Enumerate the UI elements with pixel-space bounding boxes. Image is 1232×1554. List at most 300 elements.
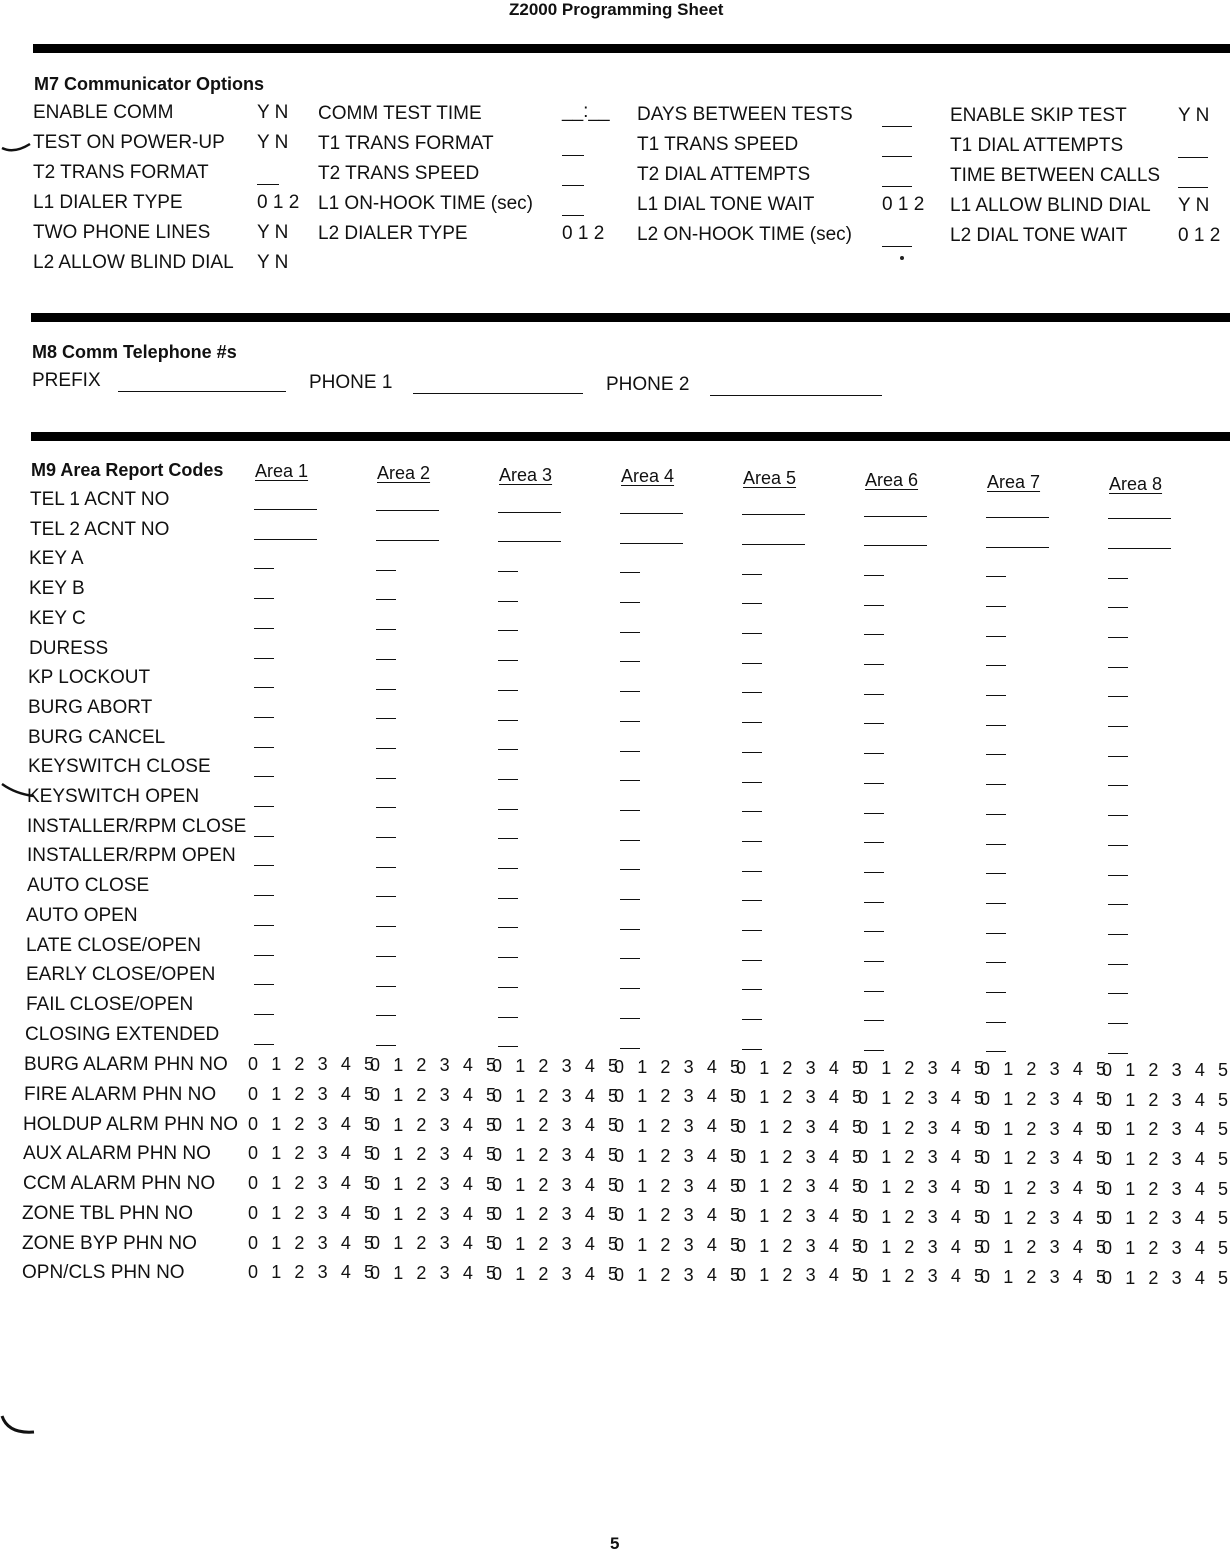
report-code-field[interactable] [986,844,1006,845]
prefix-field[interactable] [118,391,286,392]
phone-number-options[interactable]: 0 1 2 3 4 5 [370,1233,501,1254]
report-code-label: EARLY CLOSE/OPEN [26,964,216,986]
area-header: Area 1 [255,461,309,481]
report-code-field[interactable] [498,690,518,691]
report-code-field[interactable] [742,782,762,783]
report-code-field[interactable] [376,956,396,957]
report-code-field[interactable] [986,606,1006,607]
report-code-field[interactable] [864,634,884,635]
m7-option-label: T1 DIAL ATTEMPTS [950,135,1124,156]
report-code-field[interactable] [1108,1053,1128,1054]
report-code-label: LATE CLOSE/OPEN [26,934,201,956]
phone-number-options[interactable]: 0 1 2 3 4 5 [980,1088,1111,1109]
stray-dot [900,256,904,260]
report-code-field[interactable] [742,692,762,693]
phone1-field[interactable] [413,393,583,394]
phone-number-options[interactable]: 0 1 2 3 4 5 [614,1175,745,1196]
phone-number-options[interactable]: 0 1 2 3 4 5 [858,1058,989,1079]
phone-number-options[interactable]: 0 1 2 3 4 5 [858,1266,989,1287]
report-code-field[interactable] [1108,815,1128,816]
phone-select-label: BURG ALARM PHN NO [24,1054,228,1076]
report-code-label: BURG CANCEL [28,726,166,748]
phone-select-label: AUX ALARM PHN NO [23,1143,211,1165]
phone-number-options[interactable]: 0 1 2 3 4 5 [736,1265,867,1286]
report-code-field[interactable] [1108,934,1128,935]
account-number-field[interactable] [864,545,927,546]
phone-number-options[interactable]: 0 1 2 3 4 5 [614,1234,745,1255]
report-code-field[interactable] [742,752,762,753]
report-code-field[interactable] [254,1044,274,1045]
report-code-field[interactable] [498,779,518,780]
phone-number-options[interactable]: 0 1 2 3 4 5 [614,1056,745,1077]
report-code-field[interactable] [376,718,396,719]
report-code-field[interactable] [376,867,396,868]
account-number-field[interactable] [376,510,439,511]
report-code-field[interactable] [864,605,884,606]
phone-number-options[interactable]: 0 1 2 3 4 5 [1102,1119,1232,1140]
phone-number-options[interactable]: 0 1 2 3 4 5 [492,1234,623,1255]
phone-number-options[interactable]: 0 1 2 3 4 5 [248,1202,379,1223]
report-code-field[interactable] [1108,1023,1128,1024]
phone-number-options[interactable]: 0 1 2 3 4 5 [1102,1238,1232,1259]
report-code-field[interactable] [742,574,762,575]
phone-number-options[interactable]: 0 1 2 3 4 5 [858,1236,989,1257]
report-code-field[interactable] [498,987,518,988]
area-header: Area 2 [377,462,431,483]
report-code-field[interactable] [742,841,762,842]
m7-option-field[interactable] [1178,187,1208,188]
report-code-field[interactable] [620,1018,640,1019]
account-number-field[interactable] [1108,548,1171,549]
stray-mark-2 [0,780,40,802]
phone-number-options[interactable]: 0 1 2 3 4 5 [980,1237,1111,1258]
report-code-label: INSTALLER/RPM CLOSE [27,815,247,837]
account-number-field[interactable] [498,512,561,513]
phone-number-options[interactable]: 0 1 2 3 4 5 [370,1144,501,1165]
report-code-field[interactable] [620,840,640,841]
section-divider-m7 [33,44,1230,53]
phone-number-options[interactable]: 0 1 2 3 4 5 [980,1118,1111,1139]
report-code-field[interactable] [254,1014,274,1015]
phone-number-options[interactable]: 0 1 2 3 4 5 [1102,1178,1232,1199]
m7-option-choices[interactable]: 0 1 2 [1178,225,1221,246]
m7-option-label: T2 DIAL ATTEMPTS [637,164,811,185]
report-code-field[interactable] [254,568,274,569]
report-code-field[interactable] [620,602,640,603]
report-code-field[interactable] [498,720,518,721]
report-code-field[interactable] [986,903,1006,904]
report-code-field[interactable] [986,695,1006,696]
report-code-field[interactable] [620,691,640,692]
phone-number-options[interactable]: 0 1 2 3 4 5 [858,1147,989,1168]
m7-option-field[interactable] [882,246,912,247]
account-number-field[interactable] [376,540,439,541]
m7-option-choices[interactable]: Y N [1178,105,1210,126]
report-code-field[interactable] [1108,578,1128,579]
account-number-field[interactable] [864,516,927,517]
prefix-label: PREFIX [32,370,101,391]
report-code-field[interactable] [254,836,274,837]
report-code-field[interactable] [986,992,1006,993]
report-code-field[interactable] [986,576,1006,577]
phone-number-options[interactable]: 0 1 2 3 4 5 [370,1055,501,1076]
report-code-field[interactable] [864,961,884,962]
m7-option-choices[interactable]: Y N [257,102,289,123]
report-code-field[interactable] [376,629,396,630]
report-code-field[interactable] [620,572,640,573]
phone-number-options[interactable]: 0 1 2 3 4 5 [248,1173,379,1194]
report-code-field[interactable] [1108,904,1128,905]
phone-number-options[interactable]: 0 1 2 3 4 5 [248,1232,379,1253]
phone-number-options[interactable]: 0 1 2 3 4 5 [492,1115,623,1136]
report-code-field[interactable] [742,1019,762,1020]
m7-option-label: L1 ALLOW BLIND DIAL [950,195,1151,216]
m7-option-label: T2 TRANS SPEED [318,163,480,184]
m7-option-choices[interactable]: 0 1 2 [882,194,925,215]
phone-number-options[interactable]: 0 1 2 3 4 5 [492,1145,623,1165]
phone-number-options[interactable]: 0 1 2 3 4 5 [614,1264,745,1285]
phone-number-options[interactable]: 0 1 2 3 4 5 [370,1263,501,1283]
phone-number-options[interactable]: 0 1 2 3 4 5 [248,1054,379,1075]
report-code-field[interactable] [498,749,518,750]
report-code-field[interactable] [864,664,884,665]
phone-number-options[interactable]: 0 1 2 3 4 5 [1102,1059,1232,1080]
page-number: 5 [610,1534,620,1553]
m7-option-label: TEST ON POWER-UP [33,132,225,153]
report-code-field[interactable] [986,725,1006,726]
phone-number-options[interactable]: 0 1 2 3 4 5 [248,1143,379,1164]
area-header: Area 5 [743,468,797,489]
report-code-field[interactable] [1108,875,1128,876]
m7-option-label: T2 TRANS FORMAT [33,162,209,183]
phone-number-options[interactable]: 0 1 2 3 4 5 [1102,1089,1232,1110]
report-code-label: KEYSWITCH OPEN [27,786,200,807]
report-code-field[interactable] [376,926,396,927]
report-code-field[interactable] [864,991,884,992]
report-code-field[interactable] [498,838,518,839]
report-code-field[interactable] [1108,785,1128,786]
phone2-label: PHONE 2 [606,374,690,395]
m7-option-field[interactable] [882,186,912,187]
account-row-label: TEL 1 ACNT NO [30,489,170,510]
report-code-label: AUTO CLOSE [27,875,150,897]
report-code-field[interactable] [254,925,274,926]
phone-number-options[interactable]: 0 1 2 3 4 5 [736,1116,867,1137]
report-code-field[interactable] [620,661,640,662]
report-code-field[interactable] [1108,845,1128,846]
report-code-field[interactable] [864,783,884,784]
phone-number-options[interactable]: 0 1 2 3 4 5 [736,1087,867,1108]
phone-number-options[interactable]: 0 1 2 3 4 5 [614,1086,745,1107]
report-code-field[interactable] [620,780,640,781]
report-code-label: KEY A [29,548,84,570]
m7-option-field[interactable] [882,126,912,127]
m7-option-label: ENABLE SKIP TEST [950,105,1127,126]
report-code-field[interactable] [376,599,396,600]
report-code-field[interactable] [1108,607,1128,608]
report-code-field[interactable] [254,598,274,599]
phone-number-options[interactable]: 0 1 2 3 4 5 [614,1205,745,1226]
report-code-field[interactable] [864,872,884,873]
report-code-field[interactable] [376,748,396,749]
report-code-field[interactable] [376,807,396,808]
phone-select-label: HOLDUP ALRM PHN NO [23,1113,239,1135]
report-code-field[interactable] [498,809,518,810]
phone-number-options[interactable]: 0 1 2 3 4 5 [980,1177,1111,1198]
phone-select-label: ZONE TBL PHN NO [22,1202,194,1224]
report-code-field[interactable] [620,899,640,900]
m7-option-choices[interactable]: Y N [257,222,289,243]
account-number-field[interactable] [986,517,1049,518]
report-code-field[interactable] [1108,667,1128,668]
report-code-field[interactable] [742,663,762,664]
m9-heading: M9 Area Report Codes [31,460,224,480]
phone-number-options[interactable]: 0 1 2 3 4 5 [858,1088,989,1108]
m7-option-choices[interactable]: 0 1 2 [562,223,605,244]
report-code-field[interactable] [620,988,640,989]
report-code-field[interactable] [376,778,396,779]
phone-number-options[interactable]: 0 1 2 3 4 5 [736,1206,867,1226]
report-code-field[interactable] [376,1015,396,1016]
account-number-field[interactable] [742,544,805,545]
phone-number-options[interactable]: 0 1 2 3 4 5 [248,1262,379,1283]
report-code-label: CLOSING EXTENDED [25,1023,220,1045]
phone-number-options[interactable]: 0 1 2 3 4 5 [492,1204,623,1225]
report-code-field[interactable] [376,570,396,571]
phone-number-options[interactable]: 0 1 2 3 4 5 [980,1207,1111,1228]
report-code-field[interactable] [498,868,518,869]
report-code-field[interactable] [864,931,884,932]
phone-number-options[interactable]: 0 1 2 3 4 5 [370,1203,501,1224]
page-title: Z2000 Programming Sheet [509,0,724,19]
report-code-field[interactable] [742,633,762,634]
m7-option-field[interactable] [882,156,912,157]
report-code-field[interactable] [620,751,640,752]
m7-option-field[interactable] [1178,157,1208,158]
report-code-field[interactable] [1108,637,1128,638]
report-code-field[interactable] [376,1045,396,1046]
phone-number-options[interactable]: 0 1 2 3 4 5 [736,1235,867,1256]
phone-number-options[interactable]: 0 1 2 3 4 5 [492,1055,623,1076]
report-code-label: DURESS [29,637,109,659]
report-code-field[interactable] [742,989,762,990]
phone-number-options[interactable]: 0 1 2 3 4 5 [370,1114,501,1135]
phone2-field[interactable] [710,395,882,396]
report-code-field[interactable] [498,1017,518,1018]
report-code-field[interactable] [742,900,762,901]
report-code-field[interactable] [620,721,640,722]
account-number-field[interactable] [1108,518,1171,519]
report-code-field[interactable] [254,984,274,985]
report-code-field[interactable] [254,806,274,807]
phone-number-options[interactable]: 0 1 2 3 4 5 [980,1059,1111,1080]
report-code-field[interactable] [864,902,884,903]
phone-number-options[interactable]: 0 1 2 3 4 5 [492,1085,623,1106]
report-code-field[interactable] [864,1050,884,1051]
stray-mark-3 [0,1412,42,1438]
area-header: Area 7 [987,471,1041,492]
report-code-field[interactable] [498,1046,518,1047]
report-code-field[interactable] [254,628,274,629]
report-code-field[interactable] [498,630,518,631]
phone-select-label: ZONE BYP PHN NO [22,1232,197,1254]
report-code-field[interactable] [986,962,1006,963]
report-code-field[interactable] [376,689,396,690]
phone-number-options[interactable]: 0 1 2 3 4 5 [980,1267,1111,1287]
phone-number-options[interactable]: 0 1 2 3 4 5 [614,1145,745,1166]
phone-number-options[interactable]: 0 1 2 3 4 5 [736,1057,867,1078]
report-code-field[interactable] [1108,726,1128,727]
report-code-field[interactable] [742,603,762,604]
phone-number-options[interactable]: 0 1 2 3 4 5 [736,1176,867,1197]
account-number-field[interactable] [986,547,1049,548]
report-code-field[interactable] [742,722,762,723]
report-code-label: AUTO OPEN [26,904,138,926]
report-code-field[interactable] [864,753,884,754]
m7-option-label: T1 TRANS SPEED [637,134,799,155]
report-code-field[interactable] [254,658,274,659]
report-code-field[interactable] [986,814,1006,815]
report-code-field[interactable] [620,632,640,633]
report-code-field[interactable] [742,960,762,961]
phone-number-options[interactable]: 0 1 2 3 4 5 [492,1174,623,1195]
area-header: Area 8 [1109,473,1163,494]
report-code-field[interactable] [986,873,1006,874]
report-code-field[interactable] [864,813,884,814]
m7-option-label: L2 DIALER TYPE [318,223,468,244]
report-code-field[interactable] [1108,964,1128,965]
report-code-field[interactable] [620,1048,640,1049]
phone-number-options[interactable]: 0 1 2 3 4 5 [980,1148,1111,1169]
report-code-field[interactable] [864,694,884,695]
account-number-field[interactable] [254,509,317,510]
report-code-field[interactable] [254,776,274,777]
phone-number-options[interactable]: 0 1 2 3 4 5 [614,1116,745,1137]
m7-option-choices[interactable]: Y N [1178,195,1210,216]
report-code-field[interactable] [986,1022,1006,1023]
report-code-field[interactable] [376,896,396,897]
report-code-field[interactable] [620,958,640,959]
report-code-field[interactable] [742,1049,762,1050]
report-code-field[interactable] [498,927,518,928]
report-code-field[interactable] [376,837,396,838]
report-code-field[interactable] [254,747,274,748]
account-row-label: TEL 2 ACNT NO [30,518,170,540]
report-code-field[interactable] [254,895,274,896]
report-code-field[interactable] [498,571,518,572]
account-number-field[interactable] [254,539,317,540]
m7-option-label: ENABLE COMM [33,102,174,123]
report-code-field[interactable] [1108,993,1128,994]
section-divider-m9 [31,432,1230,441]
m7-option-field[interactable] [562,155,584,156]
report-code-field[interactable] [986,1051,1006,1052]
report-code-field[interactable] [254,865,274,866]
m7-option-choices[interactable]: Y N [257,132,289,153]
report-code-field[interactable] [742,871,762,872]
m7-option-label: COMM TEST TIME [318,103,482,124]
phone-number-options[interactable]: 0 1 2 3 4 5 [1102,1208,1232,1229]
phone-number-options[interactable]: 0 1 2 3 4 5 [1102,1149,1232,1169]
report-code-field[interactable] [864,1020,884,1021]
account-number-field[interactable] [742,514,805,515]
report-code-field[interactable] [986,636,1006,637]
report-code-field[interactable] [986,665,1006,666]
report-code-field[interactable] [498,957,518,958]
phone-select-label: CCM ALARM PHN NO [23,1173,216,1195]
phone-select-label: FIRE ALARM PHN NO [24,1084,217,1105]
report-code-field[interactable] [620,929,640,930]
phone1-label: PHONE 1 [309,372,393,393]
report-code-field[interactable] [986,754,1006,755]
report-code-field[interactable] [498,898,518,899]
phone-select-label: OPN/CLS PHN NO [22,1262,185,1284]
report-code-field[interactable] [986,933,1006,934]
m7-option-label: T1 TRANS FORMAT [318,133,494,154]
account-number-field[interactable] [620,543,683,544]
account-number-field[interactable] [620,513,683,514]
report-code-field[interactable] [620,869,640,870]
m7-option-choices[interactable]: 0 1 2 [257,192,300,213]
phone-number-options[interactable]: 0 1 2 3 4 5 [1102,1267,1232,1288]
phone-number-options[interactable]: 0 1 2 3 4 5 [370,1084,501,1105]
report-code-label: INSTALLER/RPM OPEN [27,845,236,867]
m7-option-label: TWO PHONE LINES [33,222,211,243]
phone-number-options[interactable]: 0 1 2 3 4 5 [858,1206,989,1227]
report-code-label: FAIL CLOSE/OPEN [26,993,194,1015]
phone-number-options[interactable]: 0 1 2 3 4 5 [858,1177,989,1198]
phone-number-options[interactable]: 0 1 2 3 4 5 [736,1146,867,1167]
report-code-field[interactable] [864,575,884,576]
report-code-field[interactable] [254,687,274,688]
phone-number-options[interactable]: 0 1 2 3 4 5 [858,1117,989,1138]
report-code-label: KP LOCKOUT [28,667,151,689]
report-code-field[interactable] [254,717,274,718]
report-code-label: KEY C [29,607,86,629]
report-code-label: KEYSWITCH CLOSE [28,756,211,778]
m7-option-choices[interactable]: Y N [257,252,289,273]
report-code-field[interactable] [498,601,518,602]
m7-option-label: L1 DIAL TONE WAIT [637,194,815,215]
m7-option-time-field[interactable]: __:__ [562,101,610,122]
report-code-field[interactable] [498,660,518,661]
report-code-field[interactable] [1108,756,1128,757]
phone-number-options[interactable]: 0 1 2 3 4 5 [370,1173,501,1194]
m7-option-label: L2 ON-HOOK TIME (sec) [637,224,853,245]
m7-option-field[interactable] [562,185,584,186]
area-header: Area 3 [499,464,553,485]
report-code-field[interactable] [742,811,762,812]
m7-option-field[interactable] [257,184,279,185]
phone-number-options[interactable]: 0 1 2 3 4 5 [248,1113,379,1134]
report-code-field[interactable] [742,930,762,931]
report-code-field[interactable] [986,784,1006,785]
m7-option-field[interactable] [562,215,584,216]
account-number-field[interactable] [498,541,561,542]
report-code-field[interactable] [1108,696,1128,697]
stray-mark-1 [0,136,40,158]
m7-option-label: L2 DIAL TONE WAIT [950,225,1128,246]
report-code-field[interactable] [864,723,884,724]
report-code-field[interactable] [620,810,640,811]
phone-number-options[interactable]: 0 1 2 3 4 5 [492,1263,623,1284]
area-header: Area 4 [621,466,675,487]
report-code-field[interactable] [864,842,884,843]
phone-number-options[interactable]: 0 1 2 3 4 5 [248,1084,379,1104]
report-code-field[interactable] [254,955,274,956]
report-code-field[interactable] [376,659,396,660]
report-code-field[interactable] [376,986,396,987]
